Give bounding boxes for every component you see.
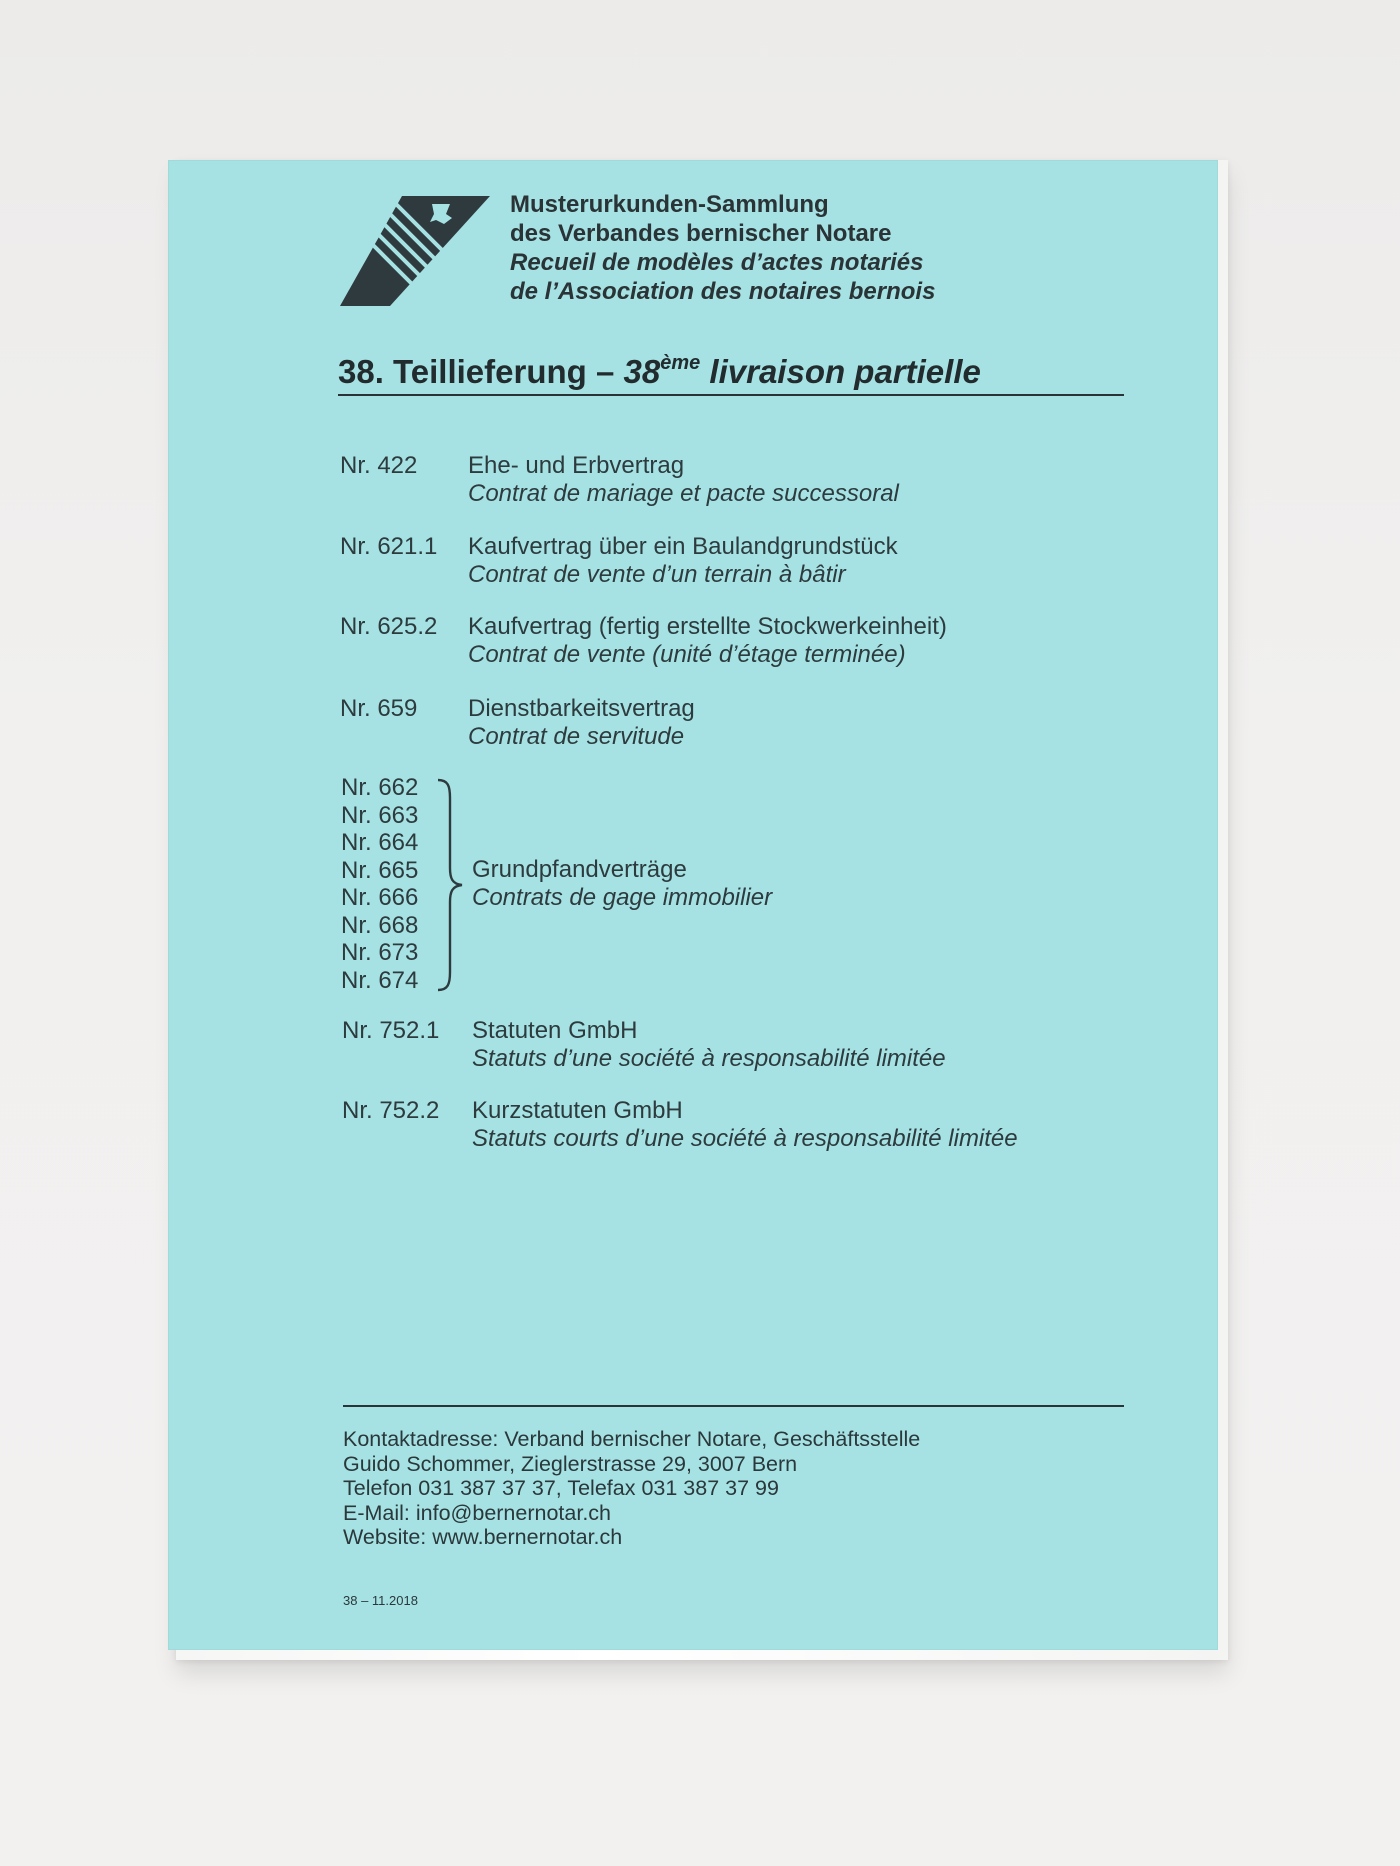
- entry-text: [468, 695, 695, 751]
- group-number: Nr. 664: [341, 829, 419, 856]
- entry-title-de: Kaufvertrag (fertig erstellte Stockwerkeinheit): [468, 613, 947, 640]
- contact-line-4: E-Mail: info@bernernotar.ch: [343, 1500, 612, 1525]
- delivery-title-fr: [623, 353, 980, 390]
- entry-title-fr: Contrat de servitude: [468, 723, 685, 750]
- header-line-2: des Verbandes bernischer Notare: [510, 220, 892, 247]
- bern-notaries-logo-icon: [340, 196, 490, 306]
- entry-number: Nr. 752.1: [342, 1017, 440, 1044]
- publication-header: [510, 190, 935, 306]
- group-text: [472, 856, 772, 912]
- delivery-title-de: 38. Teillieferung –: [338, 353, 615, 390]
- entry-text: [472, 1097, 1018, 1153]
- header-line-3: Recueil de modèles d’actes notariés: [510, 249, 924, 276]
- entry-text: [472, 1017, 946, 1073]
- entry-text: [468, 452, 899, 508]
- entry-title-fr: Statuts d’une société à responsabilité limitée: [472, 1045, 946, 1072]
- group-number: Nr. 674: [341, 966, 419, 994]
- group-number: Nr. 673: [341, 939, 419, 966]
- grouped-numbers: [341, 774, 418, 994]
- delivery-title-fr-text: livraison partielle: [709, 353, 981, 390]
- group-number: Nr. 666: [341, 884, 419, 911]
- entry-title-fr: Statuts courts d’une société à responsabilité limitée: [472, 1125, 1018, 1152]
- entry-title-fr: Contrat de mariage et pacte successoral: [468, 480, 899, 507]
- entry-number: Nr. 625.2: [340, 613, 438, 640]
- entry-title-de: Ehe- und Erbvertrag: [468, 452, 685, 479]
- delivery-title: [338, 352, 1124, 396]
- curly-brace-icon: [432, 778, 468, 992]
- entry-number: Nr. 422: [340, 452, 418, 479]
- header-line-4: de l’Association des notaires bernois: [510, 278, 936, 305]
- contact-line-5: Website: www.bernernotar.ch: [343, 1525, 623, 1549]
- entry-text: [468, 533, 898, 589]
- entry-title-fr: Contrat de vente d’un terrain à bâtir: [468, 561, 846, 588]
- entry-number: Nr. 621.1: [340, 533, 438, 560]
- header-line-1: Musterurkunden-Sammlung: [510, 191, 829, 218]
- contact-line-3: Telefon 031 387 37 37, Telefax 031 387 37 99: [343, 1476, 779, 1500]
- delivery-number: 38: [623, 353, 661, 390]
- group-title-de: Grundpfandverträge: [472, 856, 687, 883]
- footer-divider: [343, 1405, 1124, 1407]
- entry-title-de: Statuten GmbH: [472, 1017, 638, 1044]
- group-title-fr: Contrats de gage immobilier: [472, 884, 773, 911]
- group-number: Nr. 663: [341, 801, 419, 829]
- contact-line-1: Kontaktadresse: Verband bernischer Notare, Geschäftsstelle: [343, 1427, 921, 1451]
- contact-address: [343, 1427, 920, 1550]
- entry-title-de: Kaufvertrag über ein Baulandgrundstück: [468, 533, 898, 560]
- group-number: Nr. 662: [341, 774, 419, 801]
- delivery-superscript: ème: [660, 352, 701, 374]
- entry-number: Nr. 752.2: [342, 1097, 440, 1124]
- entry-title-de: Kurzstatuten GmbH: [472, 1097, 683, 1124]
- group-number: Nr. 668: [341, 911, 419, 939]
- edition-code: 38 – 11.2018: [343, 1593, 418, 1608]
- group-number: Nr. 665: [341, 856, 419, 884]
- entry-number: Nr. 659: [340, 695, 418, 722]
- entry-text: [468, 613, 947, 669]
- entry-title-de: Dienstbarkeitsvertrag: [468, 695, 695, 722]
- contact-line-2: Guido Schommer, Zieglerstrasse 29, 3007 Bern: [343, 1451, 798, 1476]
- entry-title-fr: Contrat de vente (unité d’étage terminée): [468, 641, 906, 668]
